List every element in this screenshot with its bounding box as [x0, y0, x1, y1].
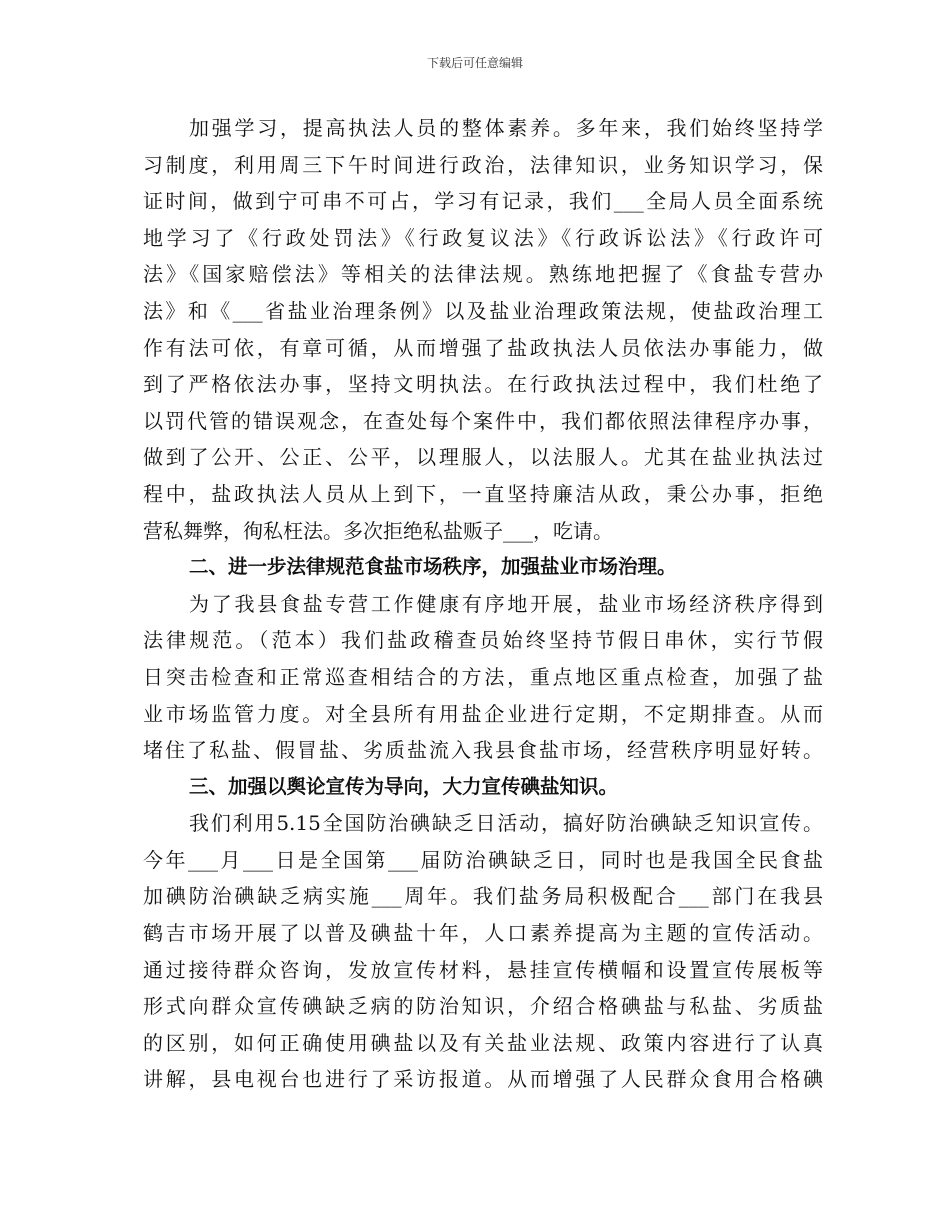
paragraph-line: 今年___月___日是全国第___届防治碘缺乏日，同时也是我国全民食盐 [143, 847, 823, 872]
paragraph-line: 地学习了《行政处罚法》《行政复议法》《行政诉讼法》《行政许可 [143, 225, 823, 250]
paragraph-line: 堵住了私盐、假冒盐、劣质盐流入我县食盐市场，经营秩序明显好转。 [143, 738, 823, 763]
paragraph-line: 做到了公开、公正、公平，以理服人，以法服人。尤其在盐业执法过 [143, 445, 823, 470]
paragraph-line: 以罚代管的错误观念，在查处每个案件中，我们都依照法律程序办事， [143, 408, 823, 433]
paragraph-line: 证时间，做到宁可串不可占，学习有记录，我们___全局人员全面系统 [143, 189, 823, 214]
paragraph-line: 加强学习，提高执法人员的整体素养。多年来，我们始终坚持学 [189, 116, 823, 140]
paragraph-line: 日突击检查和正常巡查相结合的方法，重点地区重点检查，加强了盐 [143, 664, 823, 689]
paragraph-line: 通过接待群众咨询，发放宣传材料，悬挂宣传横幅和设置宣传展板等 [143, 957, 823, 982]
paragraph-line: 讲解，县电视台也进行了采访报道。从而增强了人民群众食用合格碘 [143, 1067, 823, 1092]
paragraph-line: 为了我县食盐专营工作健康有序地开展，盐业市场经济秩序得到 [189, 591, 823, 616]
paragraph-line: 业市场监管力度。对全县所有用盐企业进行定期，不定期排查。从而 [143, 701, 823, 726]
paragraph-line: 作有法可依，有章可循，从而增强了盐政执法人员依法办事能力，做 [143, 335, 823, 360]
section-heading: 二、进一步法律规范食盐市场秩序，加强盐业市场治理。 [189, 555, 677, 579]
paragraph-line: 鹤吉市场开展了以普及碘盐十年，人口素养提高为主题的宣传活动。 [143, 921, 823, 946]
paragraph-line: 程中，盐政执法人员从上到下，一直坚持廉洁从政，秉公办事，拒绝 [143, 481, 823, 506]
paragraph-line: 形式向群众宣传碘缺乏病的防治知识，介绍合格碘盐与私盐、劣质盐 [143, 994, 823, 1019]
paragraph-line: 习制度，利用周三下午时间进行政治，法律知识，业务知识学习，保 [143, 152, 823, 177]
paragraph-line: 法》《国家赔偿法》等相关的法律法规。熟练地把握了《食盐专营办 [143, 262, 823, 287]
page-header: 下载后可任意编辑 [426, 56, 523, 70]
paragraph-line: 营私舞弊，徇私枉法。多次拒绝私盐贩子___，吃请。 [143, 518, 613, 543]
paragraph-line: 加碘防治碘缺乏病实施___周年。我们盐务局积极配合___部门在我县 [143, 884, 823, 909]
paragraph-line: 的区别，如何正确使用碘盐以及有关盐业法规、政策内容进行了认真 [143, 1030, 823, 1055]
paragraph-line: 我们利用5.15全国防治碘缺乏日活动，搞好防治碘缺乏知识宣传。 [189, 811, 823, 836]
section-heading: 三、加强以舆论宣传为导向，大力宣传碘盐知识。 [189, 774, 619, 798]
paragraph-line: 到了严格依法办事，坚持文明执法。在行政执法过程中，我们杜绝了 [143, 372, 823, 397]
paragraph-line: 法》和《___省盐业治理条例》以及盐业治理政策法规，使盐政治理工 [143, 298, 823, 323]
document-body [143, 110, 823, 1098]
paragraph-line: 法律规范。（范本）我们盐政稽查员始终坚持节假日串休，实行节假 [143, 628, 823, 653]
